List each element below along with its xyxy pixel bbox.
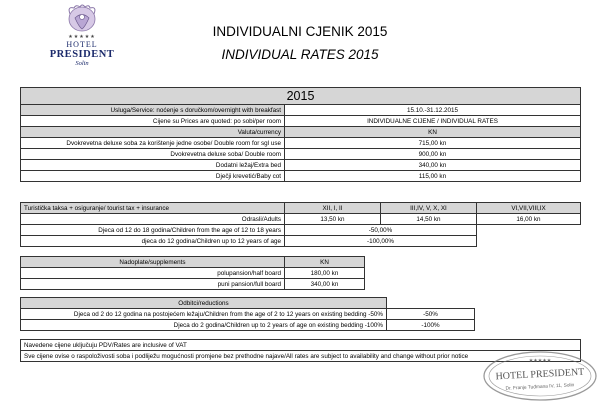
supplements-header: Nadoplate/supplements	[21, 257, 285, 268]
adults-row	[21, 214, 581, 225]
adults-value-1: 13,50 kn	[285, 214, 381, 225]
table-row	[21, 279, 365, 290]
children-12-18-row	[21, 225, 581, 236]
supplements-table	[20, 256, 365, 290]
reduction-value: -50%	[387, 309, 475, 320]
supplement-label: polupansion/half board	[21, 268, 285, 279]
service-label: Usluga/Service: noćenje s doručkom/overnight with breakfast	[21, 105, 285, 116]
service-row	[21, 105, 581, 116]
hotel-stamp	[480, 348, 600, 403]
logo-stars: ★★★★★	[68, 34, 96, 40]
supplement-label: puni pansion/full board	[21, 279, 285, 290]
period-1: XII, I, II	[285, 203, 381, 214]
tax-header: Turistička taksa + osiguranje/ tourist tax + insurance	[21, 203, 285, 214]
children-12-18-value: -50,00%	[285, 225, 477, 236]
supplement-value: 180,00 kn	[285, 268, 365, 279]
reduction-label: Djeca do 2 godina/Children up to 2 years of age on existing bedding -100%	[21, 320, 387, 331]
rate-label: Dvokrevetna deluxe soba/ Double room	[21, 149, 285, 160]
currency-label: Valuta/currency	[21, 127, 285, 138]
empty-cell	[477, 236, 581, 247]
empty-cell	[387, 298, 475, 309]
rate-label: Dječji krevetić/Baby cot	[21, 171, 285, 182]
stamp-stars: ★★★★★	[528, 358, 552, 364]
children-12-row	[21, 236, 581, 247]
period-2: III,IV, V, X, XI	[381, 203, 477, 214]
supplements-currency: KN	[285, 257, 365, 268]
adults-value-2: 14,50 kn	[381, 214, 477, 225]
year-row	[21, 88, 581, 105]
rate-value: 340,00 kn	[285, 160, 581, 171]
stamp-name: HOTEL PRESIDENT	[495, 366, 585, 383]
adults-label: Odrasli/Adults	[21, 214, 285, 225]
rates-table	[20, 87, 581, 182]
rate-label: Dodatni ležaj/Extra bed	[21, 160, 285, 171]
children-12-value: -100,00%	[285, 236, 477, 247]
children-12-label: djeca do 12 godina/Children up to 12 years of age	[21, 236, 285, 247]
service-value: 15.10.-31.12.2015	[285, 105, 581, 116]
table-row	[21, 138, 581, 149]
period-3: VI,VII,VIII,IX	[477, 203, 581, 214]
reductions-table	[20, 297, 475, 331]
table-row	[21, 320, 475, 331]
empty-cell	[477, 225, 581, 236]
currency-row	[21, 127, 581, 138]
reductions-header-row	[21, 298, 475, 309]
children-12-18-label: Djeca od 12 do 18 godina/Children from the age of 12 to 18 years	[21, 225, 285, 236]
year-cell: 2015	[21, 88, 581, 105]
rate-value: 115,00 kn	[285, 171, 581, 182]
supplements-header-row	[21, 257, 365, 268]
logo-line-hotel: HOTEL	[66, 40, 98, 49]
page-subtitle: INDIVIDUAL RATES 2015	[221, 47, 379, 62]
stamp-address: Dr. Franje Tuđmana IV, 11, Solin	[505, 383, 575, 392]
table-row	[21, 171, 581, 182]
reduction-value: -100%	[387, 320, 475, 331]
tourist-tax-table	[20, 202, 581, 247]
quoted-value: INDIVIDUALNE CIJENE / INDIVIDUAL RATES	[285, 116, 581, 127]
logo-line-solin: Solin	[75, 60, 89, 67]
table-row	[21, 268, 365, 279]
availability-note: Sve cijene ovise o raspoloživosti soba i podliježu mogućnosti promjene bez prethodne najave/All rates are subject to availability and change without prior notice	[21, 351, 581, 362]
logo-line-president: PRESIDENT	[49, 49, 115, 60]
table-row	[21, 149, 581, 160]
reductions-header: Odbitci/reductions	[21, 298, 387, 309]
supplement-value: 340,00 kn	[285, 279, 365, 290]
rate-value: 900,00 kn	[285, 149, 581, 160]
rate-label: Dvokrevetna deluxe soba za korištenje jedne osobe/ Double room for sgl use	[21, 138, 285, 149]
vat-note: Navedene cijene uključuju PDV/Rates are inclusive of VAT	[21, 340, 581, 351]
table-row	[21, 160, 581, 171]
adults-value-3: 16,00 kn	[477, 214, 581, 225]
table-row	[21, 309, 475, 320]
tax-header-row	[21, 203, 581, 214]
quoted-row	[21, 116, 581, 127]
page-title: INDIVIDUALNI CJENIK 2015	[212, 24, 388, 39]
reduction-label: Djeca od 2 do 12 godina na postojećem ležaju/Children from the age of 2 to 12 years on existing bedding -50%	[21, 309, 387, 320]
quoted-label: Cijene su Prices are quoted: po sobi/per room	[21, 116, 285, 127]
rate-value: 715,00 kn	[285, 138, 581, 149]
currency-value: KN	[285, 127, 581, 138]
